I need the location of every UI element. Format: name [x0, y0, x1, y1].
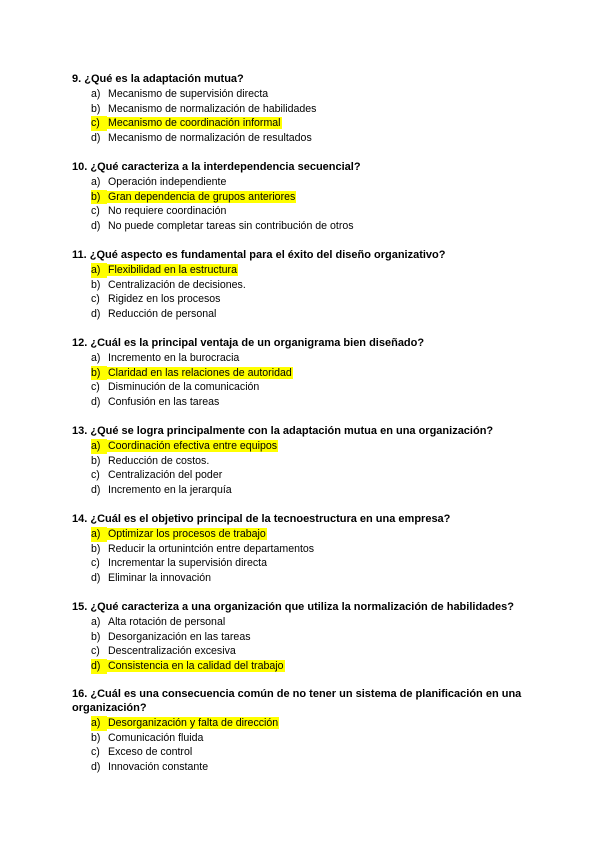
option-d: [91, 395, 542, 410]
option-text: Claridad en las relaciones de autoridad: [108, 366, 292, 379]
option-letter: a): [91, 88, 101, 100]
option-letter: d): [91, 220, 101, 233]
question-13: [72, 424, 542, 498]
option-d: [91, 483, 542, 498]
option-text: Confusión en las tareas: [108, 396, 220, 409]
option-a-highlighted: [91, 527, 542, 542]
option-a: [91, 351, 542, 366]
option-text: Coordinación efectiva entre equipos: [108, 440, 278, 452]
option-a: [91, 615, 542, 630]
option-c: [91, 745, 542, 760]
option-d-highlighted: [91, 659, 542, 674]
option-d: [91, 219, 542, 234]
option-text: Rigidez en los procesos: [108, 293, 221, 306]
option-text: Reducción de costos.: [108, 454, 210, 467]
option-letter: a): [91, 439, 107, 454]
question-title: 16. ¿Cuál es una consecuencia común de no tener un sistema de planificación en una organización?: [72, 688, 522, 714]
question-12: [72, 336, 542, 410]
option-text: Incremento en la jerarquía: [108, 484, 232, 497]
option-c: [91, 380, 542, 395]
options-list: [72, 175, 542, 234]
option-d: [91, 131, 542, 146]
option-letter: d): [91, 484, 101, 497]
option-b: [91, 630, 542, 645]
question-title: 9. ¿Qué es la adaptación mutua?: [72, 73, 244, 85]
option-c: [91, 556, 542, 571]
option-b: [91, 454, 542, 469]
option-letter: b): [91, 102, 101, 115]
option-text: Centralización de decisiones.: [108, 278, 246, 291]
options-list: [72, 87, 542, 146]
option-c: [91, 468, 542, 483]
question-title: 15. ¿Qué caracteriza a una organización que utiliza la normalización de habilidades?: [72, 601, 514, 613]
options-list: [72, 263, 542, 322]
option-text: Eliminar la innovación: [108, 572, 212, 585]
question-11: [72, 248, 542, 322]
option-text: Mecanismo de normalización de habilidades: [108, 102, 317, 115]
option-letter: b): [91, 190, 107, 205]
option-text: Reducción de personal: [108, 308, 217, 321]
option-letter: d): [91, 132, 101, 145]
option-letter: c): [91, 381, 100, 394]
option-letter: b): [91, 630, 101, 643]
option-c: [91, 644, 542, 659]
option-b: [91, 278, 542, 293]
option-letter: c): [91, 116, 107, 131]
question-title: 14. ¿Cuál es el objetivo principal de la tecnoestructura en una empresa?: [72, 513, 451, 525]
option-text: Optimizar los procesos de trabajo: [108, 528, 266, 540]
option-c: [91, 292, 542, 307]
option-letter: a): [91, 352, 101, 364]
option-text: Flexibilidad en la estructura: [108, 264, 237, 276]
option-text: Operación independiente: [108, 176, 227, 188]
option-letter: c): [91, 746, 100, 759]
options-list: [72, 615, 542, 674]
option-a: [91, 175, 542, 190]
option-text: Centralización del poder: [108, 469, 223, 482]
option-d: [91, 571, 542, 586]
question-15: [72, 600, 542, 674]
question-title: 12. ¿Cuál es la principal ventaja de un organigrama bien diseñado?: [72, 337, 425, 349]
option-text: Desorganización en las tareas: [108, 630, 251, 643]
question-title: 13. ¿Qué se logra principalmente con la adaptación mutua en una organización?: [72, 425, 494, 437]
option-a-highlighted: [91, 263, 542, 278]
option-text: Disminución de la comunicación: [108, 381, 260, 394]
option-letter: d): [91, 396, 101, 409]
option-letter: a): [91, 176, 101, 188]
option-text: Mecanismo de coordinación informal: [108, 117, 281, 130]
option-a: [91, 87, 542, 102]
options-list: [72, 439, 542, 498]
option-letter: b): [91, 542, 101, 555]
option-b: [91, 731, 542, 746]
option-letter: d): [91, 572, 101, 585]
option-a-highlighted: [91, 439, 542, 454]
option-letter: c): [91, 645, 100, 658]
question-10: [72, 160, 542, 234]
option-c-highlighted: [91, 116, 542, 131]
option-text: Innovación constante: [108, 761, 209, 774]
options-list: [72, 716, 542, 775]
options-list: [72, 527, 542, 586]
option-text: Comunicación fluida: [108, 731, 204, 744]
option-c: [91, 204, 542, 219]
option-text: Desorganización y falta de dirección: [108, 717, 279, 729]
option-letter: c): [91, 205, 100, 218]
option-letter: a): [91, 527, 107, 542]
option-b: [91, 542, 542, 557]
option-letter: a): [91, 263, 107, 278]
option-text: Incrementar la supervisión directa: [108, 557, 267, 570]
option-letter: d): [91, 308, 101, 321]
option-letter: d): [91, 761, 101, 774]
option-text: Reducir la ortunintción entre departamentos: [108, 542, 315, 555]
question-title: 11. ¿Qué aspecto es fundamental para el éxito del diseño organizativo?: [72, 249, 446, 261]
option-b-highlighted: [91, 190, 542, 205]
options-list: [72, 351, 542, 410]
option-letter: b): [91, 454, 101, 467]
option-text: No requiere coordinación: [108, 205, 227, 218]
question-9: [72, 72, 542, 146]
option-text: Exceso de control: [108, 746, 193, 759]
option-letter: a): [91, 616, 101, 628]
option-letter: d): [91, 659, 107, 674]
option-letter: c): [91, 293, 100, 306]
option-letter: b): [91, 366, 107, 381]
option-text: No puede completar tareas sin contribución de otros: [108, 220, 354, 233]
option-text: Alta rotación de personal: [108, 616, 226, 628]
option-text: Consistencia en la calidad del trabajo: [108, 660, 284, 673]
option-letter: b): [91, 278, 101, 291]
option-b: [91, 102, 542, 117]
option-text: Mecanismo de normalización de resultados: [108, 132, 312, 145]
option-text: Descentralización excesiva: [108, 645, 236, 658]
option-d: [91, 307, 542, 322]
option-text: Gran dependencia de grupos anteriores: [108, 190, 296, 203]
option-letter: b): [91, 731, 101, 744]
option-b-highlighted: [91, 366, 542, 381]
option-letter: c): [91, 469, 100, 482]
question-16: [72, 687, 542, 775]
option-letter: c): [91, 557, 100, 570]
option-a-highlighted: [91, 716, 542, 731]
option-letter: a): [91, 716, 107, 731]
option-text: Mecanismo de supervisión directa: [108, 88, 269, 100]
option-text: Incremento en la burocracia: [108, 352, 240, 364]
option-d: [91, 760, 542, 775]
question-title: 10. ¿Qué caracteriza a la interdependencia secuencial?: [72, 161, 361, 173]
question-14: [72, 512, 542, 586]
